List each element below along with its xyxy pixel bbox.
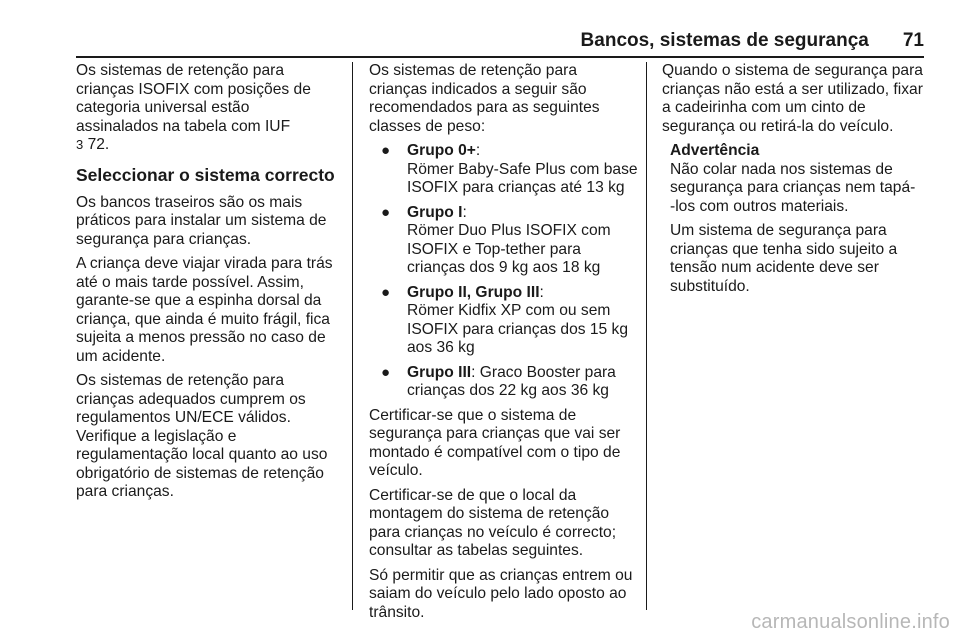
bullet-icon: ● [381,363,391,381]
column-1 [76,62,344,508]
list-item: ● Grupo I: Römer Duo Plus ISOFIX com ISOFIX e Top-tether para crianças dos 9 kg aos 18 kg [381,203,611,276]
page-reference[interactable]: 72. [83,136,110,153]
column-3 [662,62,930,302]
paragraph: Certificar-se de que o local da montagem do sistema de retenção para crianças no veículo é correcto; consultar as tabelas seguintes. [369,486,617,559]
section-heading: Seleccionar o sistema correcto [76,164,335,185]
warning-title: Advertência [670,142,760,159]
paragraph: Só permitir que as crianças entrem ou saiam do veículo pelo lado oposto ao trânsito. [369,566,633,621]
bullet-icon: ● [381,283,391,301]
paragraph: Não colar nada nos sistemas de segurança para crianças nem tapá- -los com outros materiais. [670,160,916,215]
list-item: ● Grupo II, Grupo III: Römer Kidfix XP com ou sem ISOFIX para crianças dos 15 kg aos 36 kg [381,283,629,356]
page-reference-icon[interactable]: 3 [76,137,84,152]
bullet-icon: ● [381,142,391,159]
page-number: 71 [902,30,924,51]
paragraph: A criança deve viajar virada para trás até o mais tarde possível. Assim, garante-se que a espinha dorsal da criança, que ainda é muito frágil, fica sujeita a menos pressão no caso de um acidente. [76,255,333,365]
page-header [76,26,924,58]
paragraph: Certificar-se que o sistema de segurança para crianças que vai ser montado é compatível com o tipo de veículo. [369,406,621,479]
weight-class-list [369,142,637,401]
list-item: ● Grupo III: Graco Booster para crianças dos 22 kg aos 36 kg [381,363,616,399]
header-title: Bancos, sistemas de segurança [580,30,869,51]
bullet-icon: ● [381,203,391,221]
paragraph: Os sistemas de retenção para crianças adequados cumprem os regulamentos UN/ECE válidos. Verifique a legislação e regulamentação local quanto ao uso obrigatório de sistemas de retenção para crianças. [76,372,328,500]
warning-box [662,142,930,296]
column-divider [646,62,647,610]
paragraph: Os bancos traseiros são os mais práticos para instalar um sistema de segurança para crianças. [76,193,327,248]
column-divider [352,62,353,610]
paragraph: Um sistema de segurança para crianças que tenha sido sujeito a tensão num acidente deve ser substituído. [670,222,898,295]
watermark: carmanualsonline.info [751,611,950,633]
column-2 [369,62,637,628]
paragraph: Quando o sistema de segurança para crianças não está a ser utilizado, fixar a cadeirinha com um cinto de segurança ou retirá-la do veículo. [662,62,923,135]
paragraph: Os sistemas de retenção para crianças ISOFIX com posições de categoria universal estão assinalados na tabela com IUF 3 72. [76,62,311,153]
list-item: ● Grupo 0+: Römer Baby-Safe Plus com base ISOFIX para crianças até 13 kg [381,142,638,196]
paragraph: Os sistemas de retenção para crianças indicados a seguir são recomendados para as seguintes classes de peso: [369,62,600,135]
